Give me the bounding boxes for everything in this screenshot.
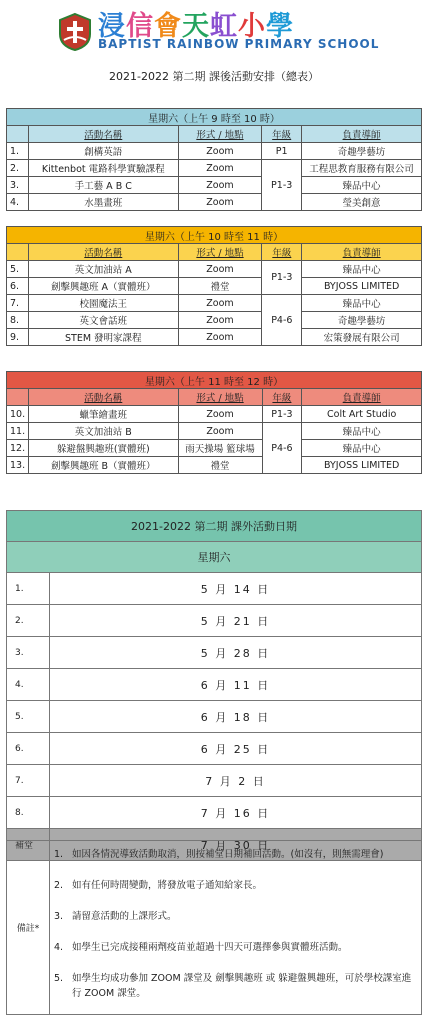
table-row: 3. 手工藝 A B C Zoom 臻品中心 <box>7 177 422 194</box>
school-name-english: BAPTIST RAINBOW PRIMARY SCHOOL <box>98 37 380 51</box>
date-row: 1. 5 月 14 日 <box>7 573 422 605</box>
activity-grade: P4-6 <box>262 423 302 474</box>
col-header: 活動名稱 <box>28 244 178 261</box>
table-row: 13. 劍擊興趣班 B（實體班） 禮堂 BYJOSS LIMITED <box>7 457 422 474</box>
table-row: 7. 校園魔法王 Zoom P4-6 臻品中心 <box>7 295 422 312</box>
activity-dates-table <box>6 510 422 861</box>
activity-tutor: 瑩美創意 <box>302 194 422 211</box>
table-row: 4. 水墨畫班 Zoom 瑩美創意 <box>7 194 422 211</box>
table-row: 2. Kittenbot 電路科學實驗課程 Zoom P1-3 工程思教育服務有限公司 <box>7 160 422 177</box>
activity-grade: P1-3 <box>262 160 302 211</box>
date-row: 7. 7 月 2 日 <box>7 765 422 797</box>
table-row: 9. STEM 發明家課程 Zoom 宏策發展有限公司 <box>7 329 422 346</box>
col-header: 活動名稱 <box>28 389 178 406</box>
table-title: 星期六（上午 11 時至 12 時） <box>7 372 422 389</box>
activity-mode: Zoom <box>178 406 262 423</box>
activity-mode: 禮堂 <box>178 457 262 474</box>
col-header: 年級 <box>262 389 302 406</box>
school-name-char: 浸 <box>98 11 126 42</box>
date-row: 4. 6 月 11 日 <box>7 669 422 701</box>
schedule-table-10am <box>6 226 422 346</box>
activity-tutor: 奇趣學藝坊 <box>302 143 422 160</box>
activity-name: STEM 發明家課程 <box>28 329 178 346</box>
activity-name: 躲避盤興趣班(實體班) <box>28 440 178 457</box>
activity-tutor: BYJOSS LIMITED <box>302 457 422 474</box>
activity-mode: 雨天操場 籃球場 <box>178 440 262 457</box>
date-row: 6. 6 月 25 日 <box>7 733 422 765</box>
activity-grade: P1-3 <box>262 261 302 295</box>
table-title: 星期六（上午 10 時至 11 時） <box>7 227 422 244</box>
date-row: 5. 6 月 18 日 <box>7 701 422 733</box>
activity-mode: Zoom <box>178 177 262 194</box>
activity-mode: Zoom <box>178 160 262 177</box>
activity-tutor: 宏策發展有限公司 <box>302 329 422 346</box>
activity-name: 手工藝 A B C <box>28 177 178 194</box>
activity-name: Kittenbot 電路科學實驗課程 <box>28 160 178 177</box>
remarks-label: 備註* <box>7 841 50 1014</box>
activity-mode: 禮堂 <box>178 278 262 295</box>
activity-name: 英文加油站 A <box>28 261 178 278</box>
col-header: 年級 <box>262 126 302 143</box>
activity-tutor: 臻品中心 <box>302 440 422 457</box>
table-row: 8. 英文會話班 Zoom 奇趣學藝坊 <box>7 312 422 329</box>
activity-name: 校園魔法王 <box>28 295 178 312</box>
schedule-table-9am <box>6 108 422 211</box>
remark-item: 4. 如學生已完成接種兩劑疫苗並超過十四天可選擇參與實體班活動。 <box>54 942 348 953</box>
activity-mode: Zoom <box>178 312 262 329</box>
activity-tutor: 臻品中心 <box>302 295 422 312</box>
table-row: 10. 蠟筆繪畫班 Zoom P1-3 Colt Art Studio <box>7 406 422 423</box>
table-row: 1. 創構英語 Zoom P1 奇趣學藝坊 <box>7 143 422 160</box>
activity-name: 英文加油站 B <box>28 423 178 440</box>
date-row: 3. 5 月 28 日 <box>7 637 422 669</box>
table-row: 5. 英文加油站 A Zoom P1-3 臻品中心 <box>7 261 422 278</box>
activity-name: 水墨畫班 <box>28 194 178 211</box>
school-name-char: 會 <box>154 11 182 42</box>
activity-grade: P1 <box>262 143 302 160</box>
makeup-row: 補堂 7 月 30 日 <box>7 829 422 861</box>
activity-name: 創構英語 <box>28 143 178 160</box>
dates-day: 星期六 <box>7 542 422 573</box>
col-header: 負責導師 <box>302 244 422 261</box>
activity-grade: P4-6 <box>262 295 302 346</box>
date-row: 2. 5 月 21 日 <box>7 605 422 637</box>
activity-mode: Zoom <box>178 194 262 211</box>
activity-tutor: 奇趣學藝坊 <box>302 312 422 329</box>
page-header <box>0 0 428 83</box>
activity-mode: Zoom <box>178 261 262 278</box>
school-logo-icon <box>57 12 93 52</box>
activity-tutor: 臻品中心 <box>302 177 422 194</box>
school-name-char: 學 <box>266 11 294 42</box>
school-name-char: 天 <box>182 11 210 42</box>
activity-name: 劍擊興趣班 B（實體班） <box>28 457 178 474</box>
activity-grade: P1-3 <box>262 406 302 423</box>
schedule-table-11am <box>6 371 422 474</box>
col-header: 負責導師 <box>302 126 422 143</box>
col-header: 負責導師 <box>302 389 422 406</box>
activity-mode: Zoom <box>178 423 262 440</box>
col-header: 形式 / 地點 <box>178 126 262 143</box>
dates-title: 2021-2022 第二期 課外活動日期 <box>7 511 422 542</box>
activity-name: 蠟筆繪畫班 <box>28 406 178 423</box>
activity-mode: Zoom <box>178 143 262 160</box>
activity-tutor: 臻品中心 <box>302 423 422 440</box>
remarks-box <box>6 840 422 1015</box>
activity-mode: Zoom <box>178 295 262 312</box>
remark-item: 3. 請留意活動的上課形式。 <box>54 911 177 922</box>
activity-tutor: 工程思教育服務有限公司 <box>302 160 422 177</box>
col-header: 年級 <box>262 244 302 261</box>
date-row: 8. 7 月 16 日 <box>7 797 422 829</box>
school-name-char: 信 <box>126 11 154 42</box>
activity-tutor: BYJOSS LIMITED <box>302 278 422 295</box>
remark-item: 2. 如有任何時間變動，將發放電子通知給家長。 <box>54 880 263 891</box>
activity-name: 英文會話班 <box>28 312 178 329</box>
table-row: 11. 英文加油站 B Zoom P4-6 臻品中心 <box>7 423 422 440</box>
remark-item: 1. 如因各情況導致活動取消，則按補堂日期補回活動。(如沒有，則無需理會) <box>54 849 384 860</box>
table-title: 星期六（上午 9 時至 10 時） <box>7 109 422 126</box>
activity-mode: Zoom <box>178 329 262 346</box>
remark-item: 5. 如學生均成功參加 ZOOM 課堂及 劍擊興趣班 或 躲避盤興趣班，可於學校課室進行 ZOOM 課堂。 <box>54 973 412 999</box>
col-header: 活動名稱 <box>28 126 178 143</box>
school-name-char: 小 <box>238 11 266 42</box>
activity-name: 劍擊興趣班 A（實體班） <box>28 278 178 295</box>
activity-tutor: Colt Art Studio <box>302 406 422 423</box>
col-header: 形式 / 地點 <box>178 389 262 406</box>
remarks-list <box>50 847 417 1017</box>
table-row: 6. 劍擊興趣班 A（實體班） 禮堂 BYJOSS LIMITED <box>7 278 422 295</box>
page-subtitle: 2021-2022 第二期 課後活動安排（總表） <box>109 70 319 83</box>
table-row: 12. 躲避盤興趣班(實體班) 雨天操場 籃球場 臻品中心 <box>7 440 422 457</box>
activity-tutor: 臻品中心 <box>302 261 422 278</box>
school-name-char: 虹 <box>210 11 238 42</box>
col-header: 形式 / 地點 <box>178 244 262 261</box>
